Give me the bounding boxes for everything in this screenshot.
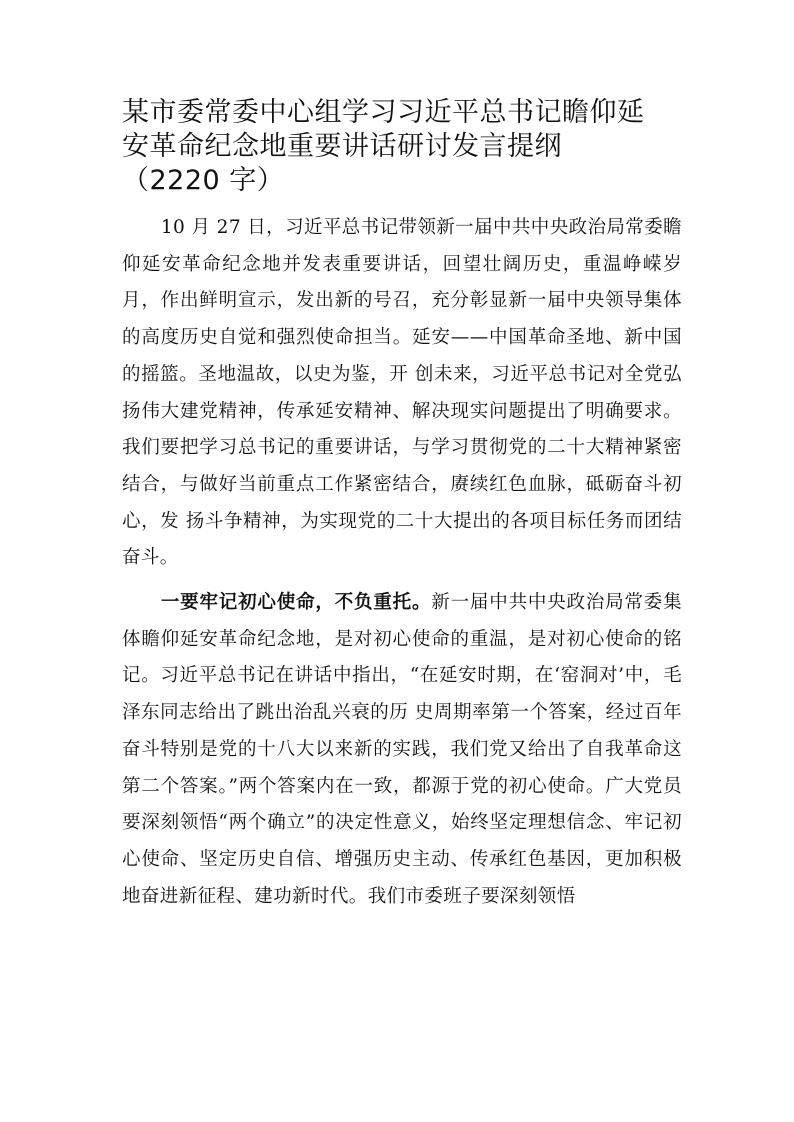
document-title [122,96,682,198]
paragraph-intro: 10 月 27 日，习近平总书记带领新一届中共中央政治局常委瞻仰延安革命纪念地并发表重要讲话，回望壮阔历史，重温峥嵘岁月，作出鲜明宣示，发出新的号召，充分彰显新一届中央领导集体的高度历史自觉和强烈使命担当。延安——中国革命圣地、新中国的摇篮。圣地温故，以史为鉴，开 创未来，习近平总书记对全党弘扬伟大建党精神，传承延安精神、解决现实问题提出了明确要求。我们要把学习总书记的重要讲话，与学习贯彻党的二十大精神紧密结合，与做好当前重点工作紧密结合，赓续红色血脉，砥砺奋斗初心，发 扬斗争精神，为实现党的二十大提出的各项目标任务而团结奋斗。 [122,217,682,569]
paragraph-lead-heading: 一要牢记初心使命，不负重托。 [160,592,432,614]
title-line-2: 安革命纪念地重要讲话研讨发言提纲 [122,131,562,162]
document-body [122,210,682,915]
title-line-1: 某市委常委中心组学习习近平总书记瞻仰延 [122,97,645,128]
title-word-count: （2220 字） [122,165,285,196]
paragraph-point-one-text: 新一届中共中央政治局常委集体瞻仰延安革命纪念地，是对初心使命的重温，是对初心使命的铭记。习近平总书记在讲话中指出，“在延安时期，在‘窑洞对’中，毛泽东同志给出了跳出治乱兴衰的历 史周期率第一个答案，经过百年奋斗特别是党的十八大以来新的实践，我们党又给出了自我革命这第二个答案。”两个答案内在一致，都源于党的初心使命。广大党员要深刻领悟“两个确立”的决定性意义，始终坚定理想信念、牢记初心使命、坚定历史自信、增强历史主动、传承红色基因，更加积极地奋进新征程、建功新时代。我们市委班子要深刻领悟 [122,592,683,907]
paragraph-point-one [122,585,682,915]
